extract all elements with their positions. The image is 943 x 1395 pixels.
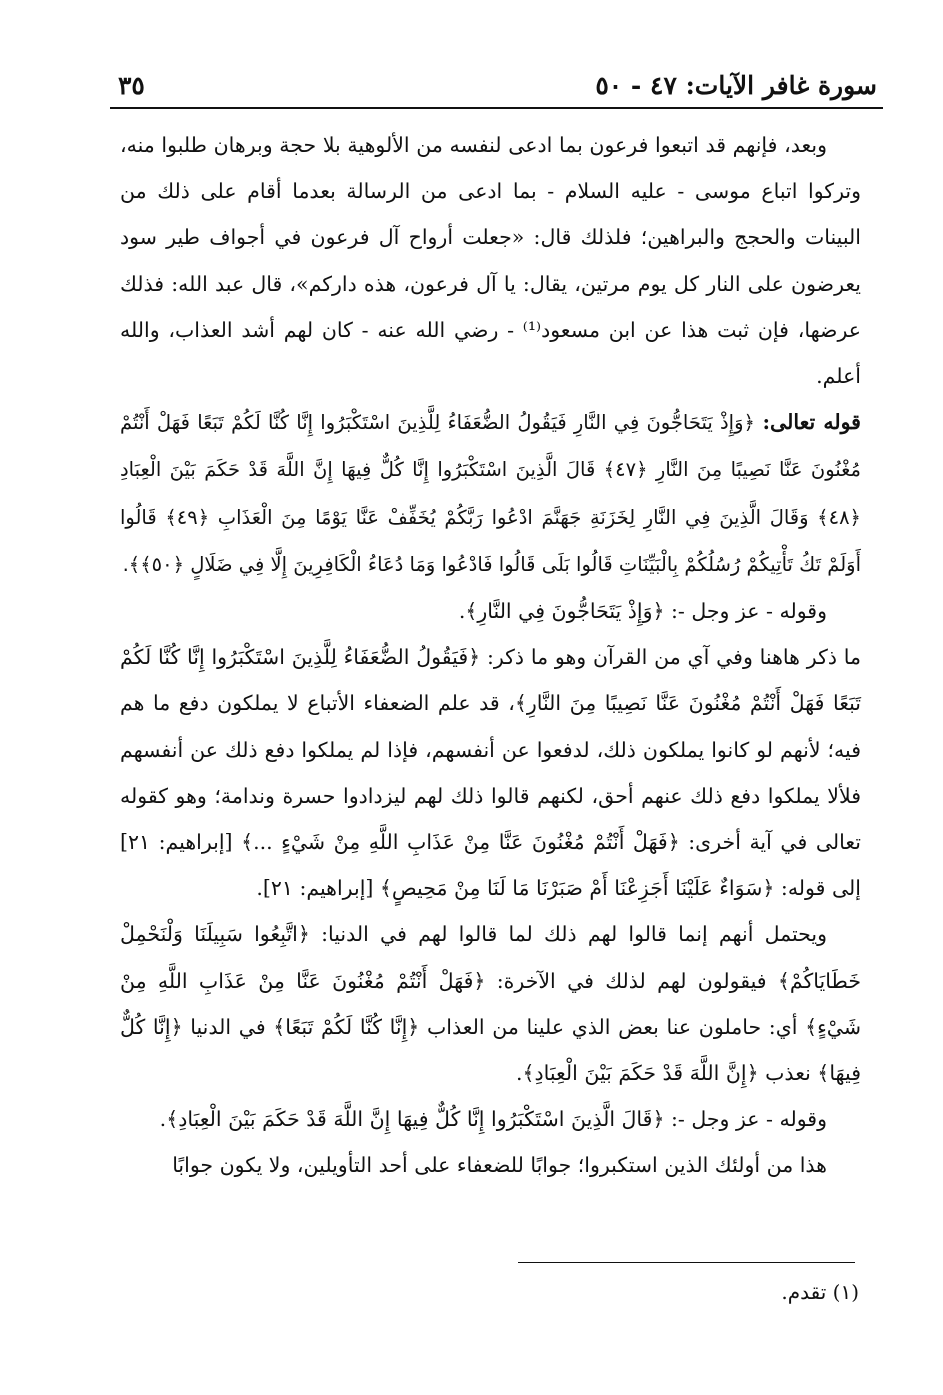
- paragraph-3: وقوله - عز وجل -: ﴿وَإِذْ يَتَحَاجُّونَ فِي النَّارِ﴾.: [458, 599, 827, 624]
- running-title: سورة غافر الآيات: ٤٧ - ٥٠: [595, 71, 877, 100]
- verse-lead: قوله تعالى:: [762, 410, 861, 435]
- page-body: [120, 122, 861, 1189]
- paragraph-7: هذا من أولئك الذين استكبروا؛ جوابًا للضعفاء على أحد التأويلين، ولا يكون جوابًا: [172, 1153, 827, 1178]
- header-divider: [110, 107, 883, 109]
- paragraph-1: وبعد، فإنهم قد اتبعوا فرعون بما ادعى لنفسه من الألوهية بلا حجة وبرهان طلبوا منه، وتركوا اتباع موسى - عليه السلام - بما ادعى من الرسالة بعدما أقام على ذلك من البينات والحجج والبراهين؛ فلذلك قال: «جعلت أرواح آل فرعون في أجواف طير سود يعرضون على النار كل يوم مرتين، يقال: يا آل فرعون، هذه داركم»، قال عبد الله: فذلك عرضها، فإن ثبت هذا عن ابن مسعود⁽¹⁾ - رضي الله عنه - كان لهم أشد العذاب، والله أعلم.: [120, 133, 861, 389]
- paragraph-2: [120, 399, 861, 588]
- paragraph-5: ويحتمل أنهم إنما قالوا لهم ذلك لما قالوا لهم في الدنيا: ﴿اتَّبِعُوا سَبِيلَنَا وَلْنَحْمِلْ خَطَايَاكُمْ﴾ فيقولون لهم لذلك في الآخرة: ﴿فَهَلْ أَنْتُمْ مُغْنُونَ عَنَّا مِنْ عَذَابِ اللَّهِ مِنْ شَيْءٍ﴾ أي: حاملون عنا بعض الذي علينا من العذاب ﴿إِنَّا كُنَّا لَكُمْ تَبَعًا﴾ في الدنيا ﴿إِنَّا كُلٌّ فِيهَا﴾ نعذب ﴿إِنَّ اللَّهَ قَدْ حَكَمَ بَيْنَ الْعِبَادِ﴾.: [120, 922, 861, 1086]
- page-number: ٣٥: [118, 71, 145, 100]
- page-header: [118, 60, 877, 100]
- paragraph-6: وقوله - عز وجل -: ﴿قَالَ الَّذِينَ اسْتَكْبَرُوا إِنَّا كُلٌّ فِيهَا إِنَّ اللَّهَ قَدْ حَكَمَ بَيْنَ الْعِبَادِ﴾.: [159, 1107, 827, 1132]
- footnote: (١) تقدم.: [781, 1280, 859, 1304]
- paragraph-4: ما ذكر هاهنا وفي آي من القرآن وهو ما ذكر: ﴿فَيَقُولُ الضُّعَفَاءُ لِلَّذِينَ اسْتَكْبَرُوا إِنَّا كُنَّا لَكُمْ تَبَعًا فَهَلْ أَنْتُمْ مُغْنُونَ عَنَّا نَصِيبًا مِنَ النَّارِ﴾، قد علم الضعفاء الأتباع لا يملكون دفع ما هم فيه؛ لأنهم لو كانوا يملكون ذلك، لدفعوا عن أنفسهم، فإذا لم يملكوا دفع ذلك عن أنفسهم فلألا يملكوا دفع ذلك عنهم أحق، لكنهم قالوا ذلك لهم ليزدادوا حسرة وندامة؛ وهو كقوله تعالى في آية أخرى: ﴿فَهَلْ أَنْتُمْ مُغْنُونَ عَنَّا مِنْ عَذَابِ اللَّهِ مِنْ شَيْءٍ ...﴾ [إبراهيم: ٢١] إلى قوله: ﴿سَوَاءٌ عَلَيْنَا أَجَزِعْنَا أَمْ صَبَرْنَا مَا لَنَا مِنْ مَحِيصٍ﴾ [إبراهيم: ٢١].: [120, 645, 861, 901]
- quran-verses: ﴿وَإِذْ يَتَحَاجُّونَ فِي النَّارِ فَيَقُولُ الضُّعَفَاءُ لِلَّذِينَ اسْتَكْبَرُوا إِنَّا كُنَّا لَكُمْ تَبَعًا فَهَلْ أَنْتُمْ مُغْنُونَ عَنَّا نَصِيبًا مِنَ النَّارِ ﴿٤٧﴾ قَالَ الَّذِينَ اسْتَكْبَرُوا إِنَّا كُلٌّ فِيهَا إِنَّ اللَّهَ قَدْ حَكَمَ بَيْنَ الْعِبَادِ ﴿٤٨﴾ وَقَالَ الَّذِينَ فِي النَّارِ لِخَزَنَةِ جَهَنَّمَ ادْعُوا رَبَّكُمْ يُخَفِّفْ عَنَّا يَوْمًا مِنَ الْعَذَابِ ﴿٤٩﴾ قَالُوا أَوَلَمْ تَكُ تَأْتِيكُمْ رُسُلُكُمْ بِالْبَيِّنَاتِ قَالُوا بَلَى قَالُوا فَادْعُوا وَمَا دُعَاءُ الْكَافِرِينَ إِلَّا فِي ضَلَالٍ ﴿٥٠﴾﴾.: [120, 411, 862, 576]
- footnote-divider: [518, 1262, 855, 1263]
